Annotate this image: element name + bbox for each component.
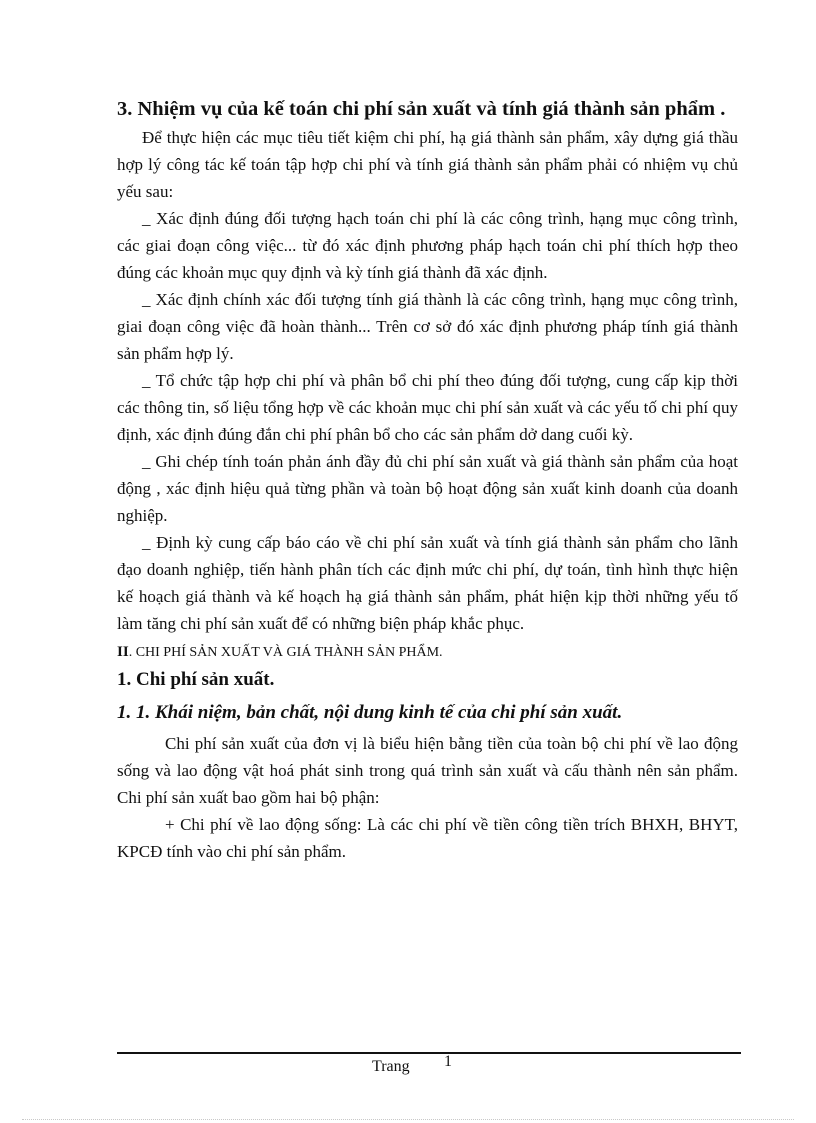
section-II-number: II: [117, 644, 129, 660]
page-bottom-edge: [22, 1119, 794, 1120]
task-item-3: _ Tổ chức tập hợp chi phí và phân bổ chi phí theo đúng đối tượng, cung cấp kịp thời các thông tin, số liệu tổng hợp về các khoản mục chi phí sản xuất và các yếu tố chi phí quy định, xác định đúng đắn chi phí phân bổ cho các sản phẩm dở dang cuối kỳ.: [117, 371, 738, 444]
paragraph-definition: Chi phí sản xuất của đơn vị là biểu hiện bằng tiền của toàn bộ chi phí về lao động sống và lao động vật hoá phát sinh trong quá trình sản xuất và cấu thành nên sản phẩm. Chi phí sản xuất bao gồm hai bộ phận:: [117, 734, 738, 807]
heading-1-1: 1. 1. Khái niệm, bản chất, nội dung kinh tế của chi phí sản xuất.: [117, 702, 623, 723]
footer-page-label: Trang: [372, 1058, 410, 1075]
footer-page-number: 1: [444, 1053, 452, 1070]
paragraph-intro: Để thực hiện các mục tiêu tiết kiệm chi phí, hạ giá thành sản phẩm, xây dựng giá thầu hợp lý công tác kế toán tập hợp chi phí và tính giá thành sản phẩm phải có nhiệm vụ chủ yếu sau:: [117, 128, 738, 201]
task-item-5: _ Định kỳ cung cấp báo cáo về chi phí sản xuất và tính giá thành sản phẩm cho lãnh đạo doanh nghiệp, tiến hành phân tích các định mức chi phí, dự toán, tình hình thực hiện kế hoạch giá thành và kế hoạch hạ giá thành sản phẩm, phát hiện kịp thời những yếu tố làm tăng chi phí sản xuất để có những biện pháp khắc phục.: [117, 533, 738, 633]
task-item-2: _ Xác định chính xác đối tượng tính giá thành là các công trình, hạng mục công trình, giai đoạn công việc đã hoàn thành... Trên cơ sở đó xác định phương pháp tính giá thành sản phẩm hợp lý.: [117, 290, 738, 363]
heading-1: 1. Chi phí sản xuất.: [117, 669, 275, 690]
task-item-1: _ Xác định đúng đối tượng hạch toán chi phí là các công trình, hạng mục công trình, các giai đoạn công việc... từ đó xác định phương pháp hạch toán chi phí thích hợp theo đúng các khoản mục quy định và kỳ tính giá thành đã xác định.: [117, 209, 738, 282]
task-item-4: _ Ghi chép tính toán phản ánh đầy đủ chi phí sản xuất và giá thành sản phẩm của hoạt động , xác định hiệu quả từng phần và toàn bộ hoạt động sản xuất kinh doanh của doanh nghiệp.: [117, 452, 738, 525]
heading-section-3: 3. Nhiệm vụ của kế toán chi phí sản xuất và tính giá thành sản phẩm .: [117, 98, 726, 120]
heading-section-II: [117, 639, 738, 666]
paragraph-live-labor: + Chi phí về lao động sống: Là các chi phí về tiền công tiền trích BHXH, BHYT, KPCĐ tính vào chi phí sản phẩm.: [117, 815, 738, 861]
footer-divider: [117, 1052, 741, 1054]
document-body: [117, 94, 738, 865]
section-II-title: . CHI PHÍ SẢN XUẤT VÀ GIÁ THÀNH SẢN PHẨM.: [128, 645, 443, 660]
